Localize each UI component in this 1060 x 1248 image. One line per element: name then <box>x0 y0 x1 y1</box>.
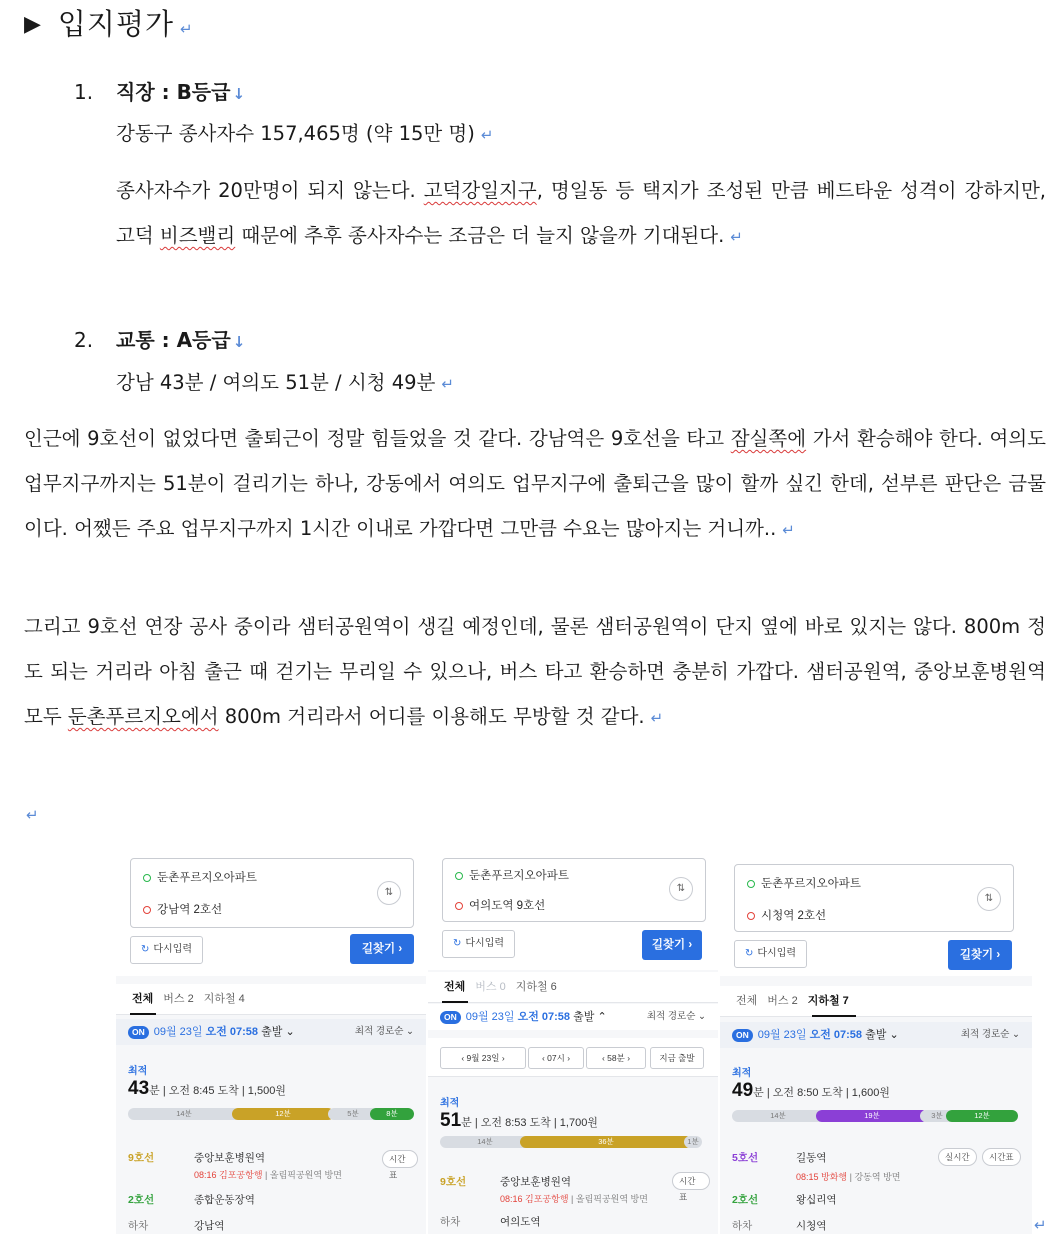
line-break-icon: ↓ <box>232 333 246 351</box>
segment-walk: 14분 <box>440 1136 530 1148</box>
tab-all[interactable]: 전체 <box>132 993 154 1005</box>
tab-subway[interactable]: 지하철 6 <box>515 981 557 993</box>
destination-dot-icon <box>747 912 755 920</box>
chevron-up-icon: ⌃ <box>597 1011 607 1023</box>
on-badge: ON <box>440 1011 461 1024</box>
route-time-bar <box>440 1136 702 1148</box>
paragraph-mark-icon: ↵ <box>650 709 664 727</box>
best-label: 최적 <box>440 1098 460 1109</box>
route-input-box[interactable] <box>442 858 706 922</box>
segment-line5: 19분 <box>816 1110 928 1122</box>
route-summary: 43분 | 오전 8:45 도착 | 1,500원 <box>128 1078 286 1099</box>
realtime-button[interactable]: 실시간 <box>938 1148 977 1166</box>
paragraph-mark-icon: ↵ <box>441 375 454 393</box>
spellcheck-word: 고덕강일지구 <box>423 179 537 202</box>
tab-bus[interactable]: 버스 2 <box>163 993 194 1005</box>
now-button[interactable]: 지금 출발 <box>650 1047 704 1069</box>
tab-all[interactable]: 전체 <box>444 981 466 993</box>
body-paragraph-2: 그리고 9호선 연장 공사 중이라 샘터공원역이 생길 예정인데, 물론 샘터공원역이 단지 옆에 바로 있지는 않다. 800m 정도 되는 거리라 아침 출근 때 걷기는 무리일 수 있으나, 버스 타고 환승하면 충분히 가깝다. 샘터공원역, 중앙보훈병원역 모두 둔촌푸르지오에서 800m 거리라서 어디를 이용해도 무방할 것 같다. ↵ <box>24 615 1046 728</box>
departure-bar[interactable]: ON 09월 23일 오전 07:58 출발 ⌄ 최적 경로순 ⌄ <box>116 1019 426 1045</box>
route-input-box[interactable] <box>130 858 414 928</box>
refresh-icon: ↻ <box>141 944 150 955</box>
item-1-title: 1. 직장 : B등급 ↓ <box>74 80 246 104</box>
destination-field[interactable]: 강남역 2호선 <box>143 901 222 917</box>
route-tabs <box>428 972 718 1003</box>
chevron-down-icon: ⌄ <box>889 1029 899 1041</box>
best-label: 최적 <box>732 1068 752 1079</box>
item-2-title: 2. 교통 : A등급 ↓ <box>74 328 246 352</box>
timetable-button[interactable]: 시간표 <box>382 1150 418 1168</box>
segment-walk: 3분 <box>920 1110 954 1122</box>
paragraph-mark-icon: ↵ <box>480 126 494 144</box>
origin-dot-icon <box>455 872 463 880</box>
origin-dot-icon <box>143 874 151 882</box>
destination-dot-icon <box>455 902 463 910</box>
tab-bus[interactable]: 버스 0 <box>475 981 506 993</box>
tab-bus[interactable]: 버스 2 <box>767 995 798 1007</box>
sort-select[interactable]: 최적 경로순 ⌄ <box>646 1011 706 1022</box>
segment-line2: 12분 <box>946 1110 1018 1122</box>
chevron-down-icon: ⌄ <box>285 1026 295 1038</box>
reset-button[interactable]: ↻ 다시입력 <box>442 930 515 958</box>
route-time-bar <box>732 1110 1018 1122</box>
route-summary: 51분 | 오전 8:53 도착 | 1,700원 <box>440 1110 598 1131</box>
route-tabs <box>720 986 1032 1017</box>
tab-subway[interactable]: 지하철 7 <box>807 995 849 1007</box>
swap-icon[interactable]: ⇅ <box>377 881 401 905</box>
timetable-button[interactable]: 시간표 <box>672 1172 710 1190</box>
tab-subway[interactable]: 지하철 4 <box>203 993 245 1005</box>
item-1-summary: 강동구 종사자수 157,465명 (약 15만 명) ↵ <box>116 122 494 145</box>
sort-select[interactable]: 최적 경로순 ⌄ <box>354 1026 414 1037</box>
line-break-icon: ↓ <box>232 85 246 103</box>
best-label: 최적 <box>128 1066 148 1077</box>
refresh-icon: ↻ <box>745 948 754 959</box>
origin-field[interactable]: 둔촌푸르지오아파트 <box>747 875 861 891</box>
destination-dot-icon <box>143 906 151 914</box>
reset-button[interactable]: ↻ 다시입력 <box>734 940 807 968</box>
departure-bar[interactable]: ON 09월 23일 오전 07:58 출발 ⌃ 최적 경로순 ⌄ <box>428 1004 718 1030</box>
route-summary: 49분 | 오전 8:50 도착 | 1,600원 <box>732 1080 890 1101</box>
segment-walk: 1분 <box>684 1136 702 1148</box>
paragraph-mark-icon: ↵ <box>26 806 39 824</box>
swap-icon[interactable]: ⇅ <box>669 877 693 901</box>
find-route-button[interactable]: 길찾기 › <box>948 940 1012 970</box>
origin-field[interactable]: 둔촌푸르지오아파트 <box>143 869 257 885</box>
on-badge: ON <box>128 1026 149 1039</box>
route-screenshot-gangnam: 둔촌푸르지오아파트 강남역 2호선 ⇅ ↻ 다시입력 길찾기 › 전체 버스 2 지하철 4 ON 09월 23일 오전 07:58 출발 ⌄ 최적 경로순 ⌄ 최적 43분 | 오전 8:45 도착 | 1,500원 14분 12분 5분 8분 9호선 중앙보훈병원역 08:16 김포공항행 | 올림픽공원역 방면 시간표 2호선 종합운동장역 하차 강남역 <box>116 846 426 1234</box>
route-screenshot-cityhall: 둔촌푸르지오아파트 시청역 2호선 ⇅ ↻ 다시입력 길찾기 › 전체 버스 2 지하철 7 ON 09월 23일 오전 07:58 출발 ⌄ 최적 경로순 ⌄ 최적 49분 | 오전 8:50 도착 | 1,600원 14분 19분 3분 12분 5호선 길동역 08:15 방화행 | 강동역 방면 실시간 시간표 2호선 왕십리역 하차 시청역 <box>720 846 1032 1234</box>
triangle-bullet-icon: ▶ <box>24 12 42 37</box>
spellcheck-word: 잠실쪽에 <box>730 427 807 450</box>
destination-field[interactable]: 시청역 2호선 <box>747 907 826 923</box>
paragraph-mark-icon: ↵ <box>782 521 795 539</box>
segment-walk: 14분 <box>128 1108 240 1120</box>
find-route-button[interactable]: 길찾기 › <box>642 930 702 960</box>
paragraph-mark-icon: ↵ <box>730 228 743 246</box>
origin-dot-icon <box>747 880 755 888</box>
reset-button[interactable]: ↻ 다시입력 <box>130 936 203 964</box>
find-route-button[interactable]: 길찾기 › <box>350 934 414 964</box>
spellcheck-word: 둔촌푸르지오에서 <box>67 705 219 728</box>
segment-walk: 14분 <box>732 1110 824 1122</box>
sort-select[interactable]: 최적 경로순 ⌄ <box>960 1029 1020 1040</box>
spellcheck-word: 비즈밸리 <box>159 224 236 247</box>
swap-icon[interactable]: ⇅ <box>977 887 1001 911</box>
minute-chip[interactable]: ‹ 58분 › <box>586 1047 646 1069</box>
route-tabs <box>116 984 426 1015</box>
refresh-icon: ↻ <box>453 938 462 949</box>
body-paragraph-1: 인근에 9호선이 없었다면 출퇴근이 정말 힘들었을 것 같다. 강남역은 9호선을 타고 잠실쪽에 가서 환승해야 한다. 여의도 업무지구까지는 51분이 걸리기는 하나, 강동에서 여의도 업무지구에 출퇴근을 많이 할까 싶긴 한데, 섣부른 판단은 금물이다. 어쨌든 주요 업무지구까지 1시간 이내로 가깝다면 그만큼 수요는 많아지는 거니까.. ↵ <box>24 427 1046 540</box>
segment-line9: 36분 <box>520 1136 692 1148</box>
on-badge: ON <box>732 1029 753 1042</box>
item-1-paragraph: 종사자수가 20만명이 되지 않는다. 고덕강일지구, 명일동 등 택지가 조성된 만큼 베드타운 성격이 강하지만, 고덕 비즈밸리 때문에 추후 종사자수는 조금은 더 늘지 않을까 기대된다. ↵ <box>116 179 1046 247</box>
segment-line2: 8분 <box>370 1108 414 1120</box>
segment-walk: 5분 <box>328 1108 378 1120</box>
date-picker-bar <box>428 1038 718 1077</box>
hour-chip[interactable]: ‹ 07시 › <box>528 1047 584 1069</box>
route-time-bar <box>128 1108 414 1120</box>
route-screenshot-yeouido: 둔촌푸르지오아파트 여의도역 9호선 ⇅ ↻ 다시입력 길찾기 › 전체 버스 0 지하철 6 ON 09월 23일 오전 07:58 출발 ⌃ 최적 경로순 ⌄ ‹ 9월 23일 › ‹ 07시 › ‹ 58분 › 지금 출발 최적 51분 | 오전 8:53 도착 | 1,700원 14분 36분 1분 9호선 중앙보훈병원역 08:16 김포공항행 | 올림픽공원역 방면 시간표 하차 여의도역 <box>428 846 718 1234</box>
departure-bar[interactable]: ON 09월 23일 오전 07:58 출발 ⌄ 최적 경로순 ⌄ <box>720 1022 1032 1048</box>
tab-all[interactable]: 전체 <box>736 995 758 1007</box>
date-chip[interactable]: ‹ 9월 23일 › <box>440 1047 526 1069</box>
paragraph-mark-icon: ↵ <box>1034 1216 1047 1234</box>
item-2-summary: 강남 43분 / 여의도 51분 / 시청 49분 ↵ <box>116 371 454 394</box>
paragraph-mark-icon: ↵ <box>179 20 194 38</box>
timetable-button[interactable]: 시간표 <box>982 1148 1021 1166</box>
route-input-box[interactable] <box>734 864 1014 932</box>
segment-line9: 12분 <box>232 1108 334 1120</box>
destination-field[interactable]: 여의도역 9호선 <box>455 897 545 913</box>
section-heading: ▶ 입지평가 ↵ <box>24 7 194 41</box>
origin-field[interactable]: 둔촌푸르지오아파트 <box>455 867 569 883</box>
